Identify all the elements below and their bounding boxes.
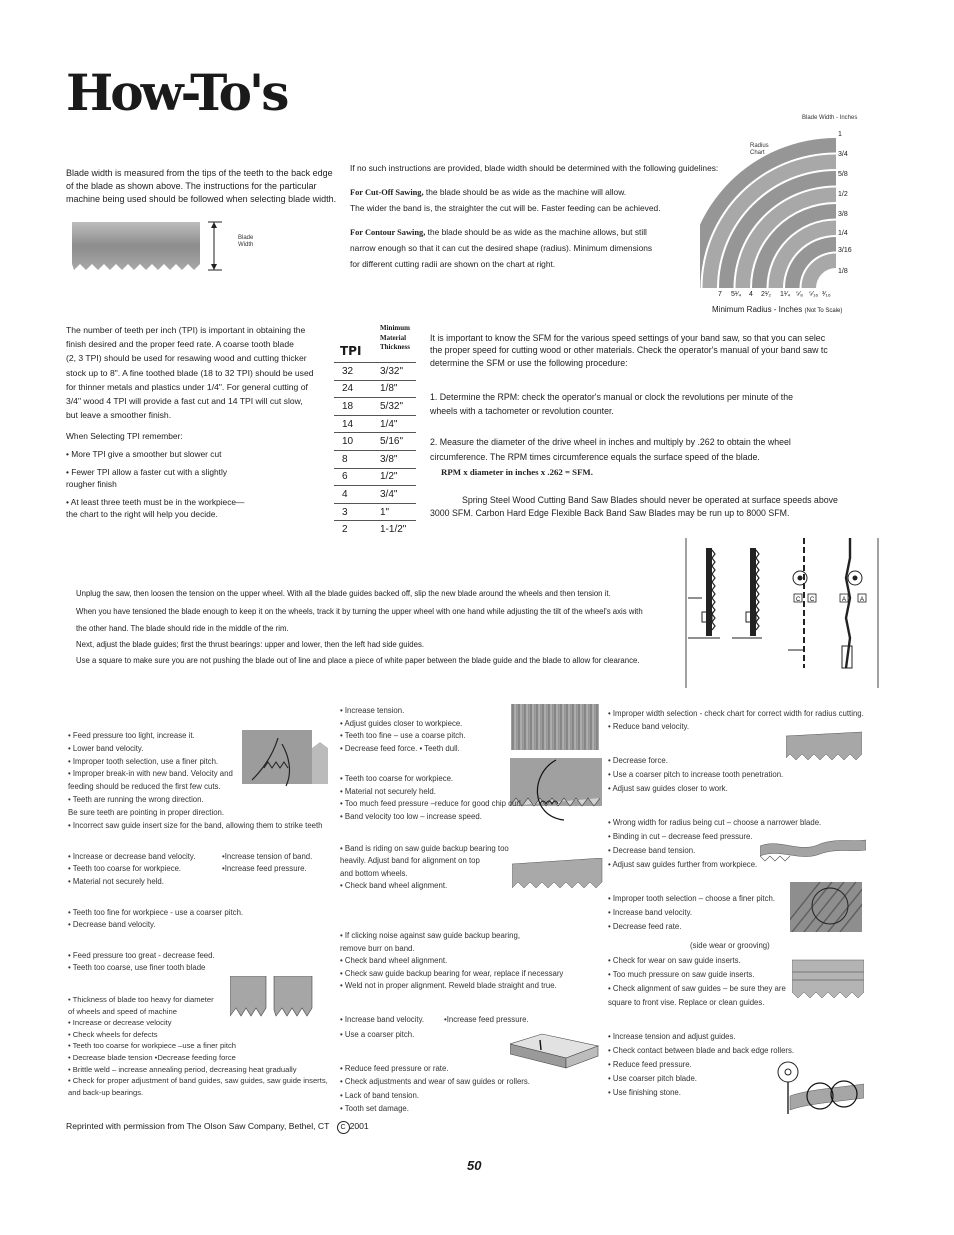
tpi-col-tpi: TPI [340,344,362,358]
radius-chart-label: Radius Chart [750,143,769,156]
trouble-left-2a: • Increase or decrease band velocity. • Teeth too coarse for workpiece. • Material not securely held. [68,852,196,886]
tpi-intro: The number of teeth per inch (TPI) is important in obtaining the finish desired and the proper feed rate. A coarse tooth blade (2, 3 TPI) should be used for resawing wood and cutting thicker stock up to 8". A fine toothed blade (18 to 32 TPI) should be used for thinner metals and plastics under 1/4". For general cutting of 3/4" wood 4 TPI will provide a fast cut and 14 TPI will cut slow, but leave a smoother finish. [66,325,314,421]
table-row: 10 5/16" [334,433,416,451]
blade-width-figure [72,220,232,276]
tpi-table [334,362,416,538]
chip-curl-figure [510,756,602,826]
trouble-left-1: • Feed pressure too light, increase it. • Lower band velocity. • Improper tooth selection, use a finer pitch. • Improper break-in with new band. Velocity and feeding should be reduced the first few cuts. • Teeth are running the wrong direction. Be sure teeth are pointing in proper direction. • Incorrect saw guide insert size for the band, allowing them to strike teeth [68,731,323,830]
blade-width-intro: Blade width is measured from the tips of the teeth to the back edge of the blade as shown above. The instructions for the particular machine being used should be followed when selecting blade width. [66,168,337,204]
trouble-left-4: • Feed pressure too great - decrease feed. • Teeth too coarse, use finer tooth blade [68,951,215,973]
trouble-left-3: • Teeth too fine for workpiece - use a coarser pitch. • Decrease band velocity. [68,908,244,930]
table-row: 24 1/8" [334,380,416,398]
table-row: 18 5/32" [334,398,416,416]
trouble-right-1: • Improper width selection - check chart for correct width for radius cutting. • Reduce band velocity. [608,709,864,732]
copyright-mark: C [337,1121,350,1134]
twisted-blade-figure [760,836,866,864]
table-row: 8 3/8" [334,450,416,468]
blade-width-guidelines: If no such instructions are provided, blade width should be determined with the following guidelines: [350,163,719,173]
table-row: 6 1/2" [334,468,416,486]
weld-figure [776,1058,864,1116]
page-number: 50 [467,1158,482,1173]
figure-label-c2: C [810,597,815,603]
trouble-left-5: • Thickness of blade too heavy for diameter of wheels and speed of machine • Increase or decrease velocity • Check wheels for defects • Teeth too coarse for workpiece –use a finer pitch • Decrease blade tension •Decrease feeding force • Brittle weld – increase annealing period, decreasing heat gradually • Check for proper adjustment of band guides, saw guides, saw guide inserts, and back-up bearings. [68,995,328,1097]
trouble-left-2b: •Increase tension of band. •Increase feed pressure. [222,852,313,874]
trouble-right-4: • Improper tooth selection – choose a finer pitch. • Increase band velocity. • Decrease feed rate. [608,894,775,931]
wavy-cut-figure [790,882,862,932]
sfm-intro: It is important to know the SFM for the various speed settings of your band saw, so that you can selec the proper speed for cutting wood or other materials. Check the operator's manual of your band saw tc determine the SFM or use the following procedure: [430,333,828,368]
trouble-right-6: • Increase tension and adjust guides. • Check contact between blade and back edge rollers. • Reduce feed pressure. • Use coarser pitch blade. • Use finishing stone. [608,1032,795,1097]
blade-guide-figure [680,538,880,688]
back-wear-figure [512,858,604,898]
table-row: 3 1" [334,503,416,521]
contour-sawing: For Contour Sawing, the blade should be as wide as the machine allows, but still narrow enough so that it can cut the desired shape (radius). Minimum dimensions for different cutting radii are shown on the chart at right. [350,227,653,269]
cutoff-sawing: For Cut-Off Sawing, the blade should be as wide as the machine will allow. The wider the band is, the straighter the cut will be. Faster feeding can be achieved. [350,187,661,214]
install-instructions: Unplug the saw, then loosen the tension on the upper wheel. With all the blade guides backed off, slip the new blade around the wheels and then tension it. When you have tensioned the blade enough to keep it on the wheels, track it by turning the upper wheel with one hand while adjusting the tilt of the wheel's axis with the other hand. The blade should ride in the middle of the rim. Next, adjust the blade guides; first the thrust bearings: upper and lower, then the left had side guides. Use a square to make sure you are not pushing the blade out of line and place a piece of white paper between the blade guide and the blade to allow for clearance. [76,589,643,665]
side-wear-figure [792,958,864,1002]
trouble-middle-5c: • Use a coarser pitch. [340,1030,415,1039]
radius-chart-header: Blade Width - Inches [802,115,858,121]
dull-teeth-figure [786,730,862,764]
tpi-remember: When Selecting TPI remember: • More TPI give a smoother but slower cut • Fewer TPI allow a faster cut with a slightly rougher finish • At least three teeth must be in the workpiece— the chart to the right will help you decide. [66,431,245,520]
figure-label-c1: C [796,597,801,603]
table-row: 14 1/4" [334,415,416,433]
trouble-right-5: • Check for wear on saw guide inserts. • Too much pressure on saw guide inserts. • Check alignment of saw guides – be sure they are square to front vise. Replace or clean guides. [608,956,786,1007]
trouble-middle-3: • Band is riding on saw guide backup bearing too heavily. Adjust band for alignment on top and bottom wheels. • Check band wheel alignment. [340,844,509,891]
table-row: 2 1-1/2" [342,524,407,536]
trouble-middle-5b: •Increase feed pressure. [444,1015,529,1024]
trouble-right-3: • Wrong width for radius being cut – choose a narrower blade. • Binding in cut – decrease feed pressure. • Decrease band tension. • Adjust saw guides further from workpiece. [608,818,822,869]
blade-width-label: Blade Width [238,235,254,248]
trouble-middle-2: • Teeth too coarse for workpiece. • Material not securely held. • Too much feed pressure –reduce for good chip curl. • Band velocity too low – increase speed. [340,774,523,821]
table-row: 32 3/32" [334,363,416,380]
rough-cut-figure [511,704,599,750]
table-row: 4 3/4" [334,486,416,504]
trouble-middle-6: • Reduce feed pressure or rate. • Check adjustments and wear of saw guides or rollers. • Lack of band tension. • Tooth set damage. [340,1064,530,1114]
sfm-step-2: 2. Measure the diameter of the drive wheel in inches and multiply by .262 to obtain the wheel circumference. The RPM times circumference equals the surface speed of the blade. RPM x diameter in inches x .262 = SFM. [430,437,791,477]
tpi-col-thickness: Minimum Material Thickness [380,324,410,351]
page-title: How-To's [66,63,287,122]
trouble-middle-4: • If clicking noise against saw guide backup bearing, remove burr on band. • Check band wheel alignment. • Check saw guide backup bearing for wear, replace if necessary • Weld not in proper alignment. Reweld blade straight and true. [340,931,564,991]
trouble-middle-5a: • Increase band velocity. [340,1015,425,1024]
figure-label-a1: A [842,597,847,603]
trouble-right-2: • Decrease force. • Use a coarser pitch to increase tooth penetration. • Adjust saw guides closer to work. [608,756,784,794]
trouble-middle-1: • Increase tension. • Adjust guides closer to workpiece. • Teeth too fine – use a coarse pitch. • Decrease feed force. • Teeth dull. [340,706,466,753]
credit-line: Reprinted with permission from The Olson Saw Company, Bethel, CT C 2001 [66,1121,369,1134]
radius-axis-label: Minimum Radius - Inches (Not To Scale) [712,305,843,314]
tooth-stripping-figure [242,728,328,794]
trouble-right-5-note: (side wear or grooving) [690,941,770,950]
sfm-step-1: 1. Determine the RPM: check the operator's manual or clock the revolutions per minute of the wheels with a tachometer or revolution counter. [430,392,794,416]
figure-label-a2: A [860,597,865,603]
radius-chart [700,120,860,320]
sfm-note: Spring Steel Wood Cutting Band Saw Blades should never be operated at surface speeds above 3000 SFM. Carbon Hard Edge Flexible Back Band Saw Blades may be run up to 8000 SFM. [430,495,838,518]
